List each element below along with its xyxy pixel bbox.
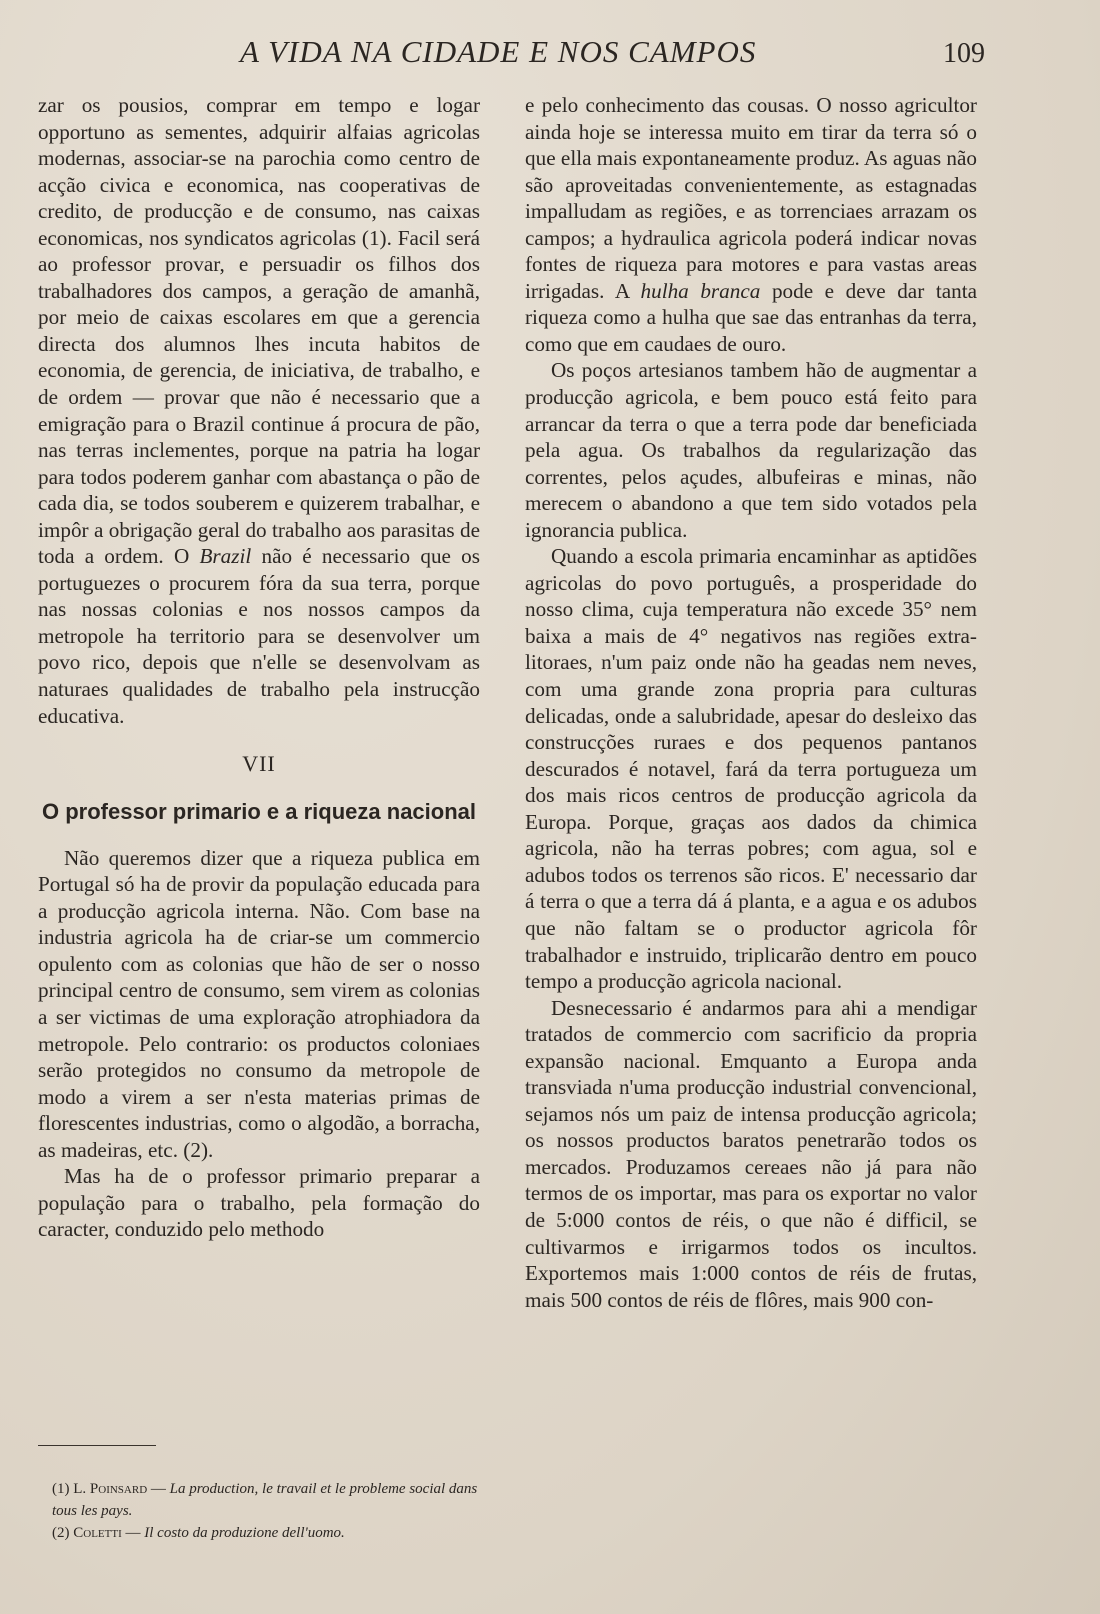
page-number: 109 — [943, 38, 985, 69]
footnote-separator: — — [147, 1481, 170, 1497]
paragraph — [38, 92, 480, 729]
footnote-marker: (1) — [52, 1481, 70, 1497]
italic-term: hulha branca — [640, 278, 761, 303]
paragraph-text: não é necessario que os portuguezes o procurem fóra da sua terra, porque nas nossas colonias e nos nossos campos da metropole ha territorio para se desenvolver um povo rico, depois que n'elle se desenvolvam as naturaes qualidades de trabalho pela instrucção educativa. — [38, 544, 481, 728]
left-column — [38, 92, 480, 1243]
paragraph: Não queremos dizer que a riqueza publica em Portugal só ha de provir da população educada para a producção agricola interna. Não. Com base na industria agricola ha de criar-se um commercio opulento com as colonias que hão de ser o nosso principal centro de consumo, sem virem as colonias a ser victimas de uma exploração atrophiadora da metropole. Pelo contrario: os productos coloniaes serão protegidos no consumo da metropole de modo a virem a ser n'esta materias primas de florescentes industrias, como o algodão, a borracha, as madeiras, etc. (2). — [38, 845, 480, 1162]
footnote-author: L. Poinsard — [73, 1481, 148, 1497]
right-column — [525, 92, 977, 1313]
running-title: A VIDA NA CIDADE E NOS CAMPOS — [240, 34, 757, 69]
section-title: O professor primario e a riqueza nacional — [41, 798, 477, 824]
footnote — [52, 1478, 482, 1522]
footnote-title: Il costo da produzione dell'uomo. — [144, 1525, 345, 1541]
page-header — [0, 30, 1100, 80]
section-number: VII — [242, 751, 276, 777]
footnote — [52, 1522, 482, 1544]
paragraph-text: pode e deve dar tanta riqueza como a hulha que sae das entranhas da terra, como que em caudaes de ouro. — [525, 278, 977, 356]
paragraph: Desnecessario é andarmos para ahi a mendigar tratados de commercio com sacrificio da propria expansão nacional. Emquanto a Europa anda transviada n'uma producção industrial convencional, sejamos nós um paiz de intensa producção agricola; os nossos productos baratos penetrarão todos os mercados. Produzamos cereaes não já para não termos de os importar, mas para os exportar no valor de 5:000 contos de réis, o que não é difficil, se cultivarmos e irrigarmos todos os incultos. Exportemos mais 1:000 contos de réis de frutas, mais 500 contos de réis de flôres, mais 900 con- — [525, 995, 977, 1312]
footnote-marker: (2) — [52, 1525, 70, 1541]
footnote-title: La production, le travail et le probleme social dans tous les pays. — [52, 1481, 478, 1519]
paragraph-text: e pelo conhecimento das cousas. O nosso agricultor ainda hoje se interessa muito em tirar da terra só o que ella mais expontaneamente produz. As aguas não são aproveitadas convenientemente, as estagnadas impalludam as regiões, e as torrenciaes arrazam os campos; a hydraulica agricola poderá indicar novas fontes de riqueza para motores e para vastas areas irrigadas. A — [525, 93, 977, 303]
paragraph — [525, 92, 977, 357]
paragraph: Os poços artesianos tambem hão de augmentar a producção agricola, e bem pouco está feito para arrancar da terra o que a terra pode dar beneficiada pela agua. Os trabalhos da regularização das correntes, pelos açudes, albufeiras e minas, não merecem o abandono a que tem sido votados pela ignorancia publica. — [525, 358, 977, 542]
footnote-rule — [38, 1445, 156, 1446]
footnote-separator: — — [121, 1525, 145, 1541]
paragraph: Quando a escola primaria encaminhar as aptidões agricolas do povo português, a prosperidade do nosso clima, cuja temperatura não excede 35° nem baixa a mais de 4° negativos nas regiões extra-litoraes, n'um paiz onde não ha geadas nem neves, com uma grande zona propria para culturas delicadas, onde a salubridade, apesar do desleixo das construcções ruraes e dos pequenos pantanos descurados é notavel, fará da terra portugueza um dos mais ricos centros de producção agricola da Europa. Porque, graças aos dados da chimica agricola, não ha terras pobres; com agua, sol e adubos todos os terrenos são ricos. E' necessario dar á terra o que a terra dá á planta, e a agua e os adubos que não faltam se o productor agricola fôr trabalhador e instruido, triplicarão dentro em pouco tempo a producção agricola nacional. — [525, 544, 977, 994]
footnote-author: Coletti — [73, 1525, 122, 1541]
footnotes — [52, 1478, 482, 1544]
paragraph: Mas ha de o professor primario preparar a população para o trabalho, pela formação do caracter, conduzido pelo methodo — [38, 1164, 480, 1242]
paragraph-text: zar os pousios, comprar em tempo e logar opportuno as sementes, adquirir alfaias agricolas modernas, associar-se na parochia como centro de acção civica e economica, nas cooperativas de credito, de producção e de consumo, nas caixas economicas, nos syndicatos agricolas (1). Facil será ao professor provar, e persuadir os filhos dos trabalhadores dos campos, a geração de amanhã, por meio de caixas escolares em que a gerencia directa dos alumnos lhes incuta habitos de economia, de gerencia, de iniciativa, de trabalho, e de ordem — provar que não é necessario que a emigração para o Brazil continue á procura de pão, nas terras inclementes, porque na patria ha logar para todos poderem ganhar com abastança o pão de cada dia, se todos souberem e quizerem trabalhar, e impôr a obrigação geral do trabalho aos parasitas de toda a ordem. O — [38, 93, 480, 569]
italic-term: Brazil — [199, 544, 252, 569]
